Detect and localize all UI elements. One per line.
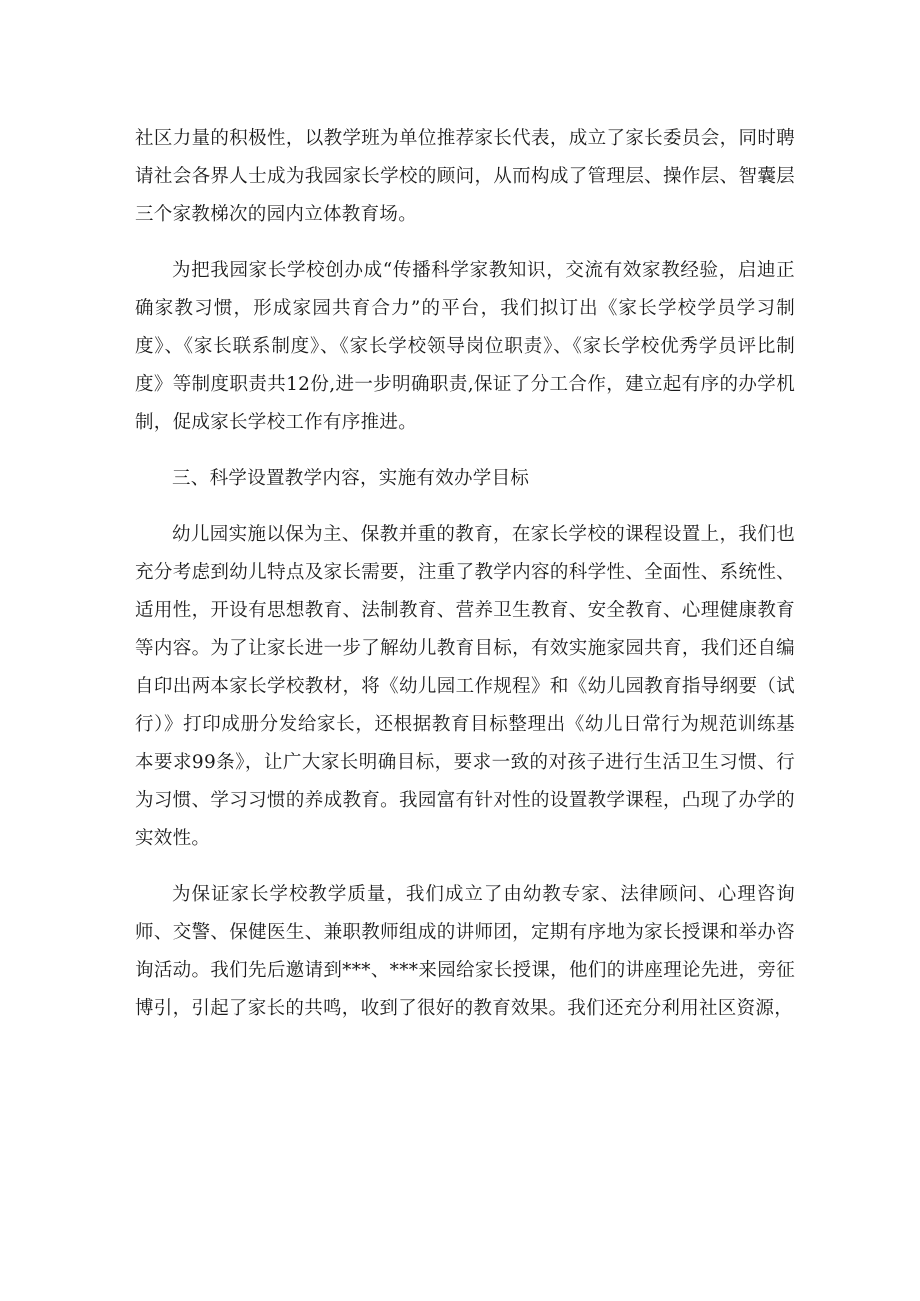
paragraph-gap — [135, 858, 795, 876]
paragraph-lecturers: 为保证家长学校教学质量，我们成立了由幼教专家、法律顾问、心理咨询师、交警、保健医生、兼职教师组成的讲师团，定期有序地为家长授课和举办咨询活动。我们先后邀请到***、***来园给家长授课，他们的讲座理论先进，旁征博引，引起了家长的共鸣，收到了很好的教育效果。我们还充分利用社区资源， — [135, 884, 795, 1019]
paragraph-continued: 社区力量的积极性，以教学班为单位推荐家长代表，成立了家长委员会，同时聘请社会各界人士成为我园家长学校的顾问，从而构成了管理层、操作层、智囊层三个家教梯次的园内立体教育场。 — [135, 128, 795, 225]
document-body — [135, 120, 795, 1028]
paragraph-gap — [135, 498, 795, 516]
paragraph-rules: 为把我园家长学校创办成“传播科学家教知识，交流有效家教经验，启迪正确家教习惯，形成家园共育合力”的平台，我们拟订出《家长学校学员学习制度》、《家长联系制度》、《家长学校领导岗位职责》、《家长学校优秀学员评比制度》等制度职责共12份,进一步明确职责,保证了分工合作，建立起有序的办学机制，促成家长学校工作有序推进。 — [135, 260, 795, 433]
paragraph-gap — [135, 234, 795, 252]
section-heading: 三、科学设置教学内容，实施有效办学目标 — [172, 468, 530, 489]
paragraph-gap — [135, 442, 795, 460]
paragraph-curriculum: 幼儿园实施以保为主、保教并重的教育，在家长学校的课程设置上，我们也充分考虑到幼儿特点及家长需要，注重了教学内容的科学性、全面性、系统性、适用性，开设有思想教育、法制教育、营养卫生教育、安全教育、心理健康教育等内容。为了让家长进一步了解幼儿教育目标，有效实施家园共育，我们还自编自印出两本家长学校教材，将《幼儿园工作规程》和《幼儿园教育指导纲要（试行）》打印成册分发给家长，还根据教育目标整理出《幼儿日常行为规范训练基本要求99条》，让广大家长明确目标，要求一致的对孩子进行生活卫生习惯、行为习惯、学习习惯的养成教育。我园富有针对性的设置教学课程，凸现了办学的实效性。 — [135, 524, 795, 849]
